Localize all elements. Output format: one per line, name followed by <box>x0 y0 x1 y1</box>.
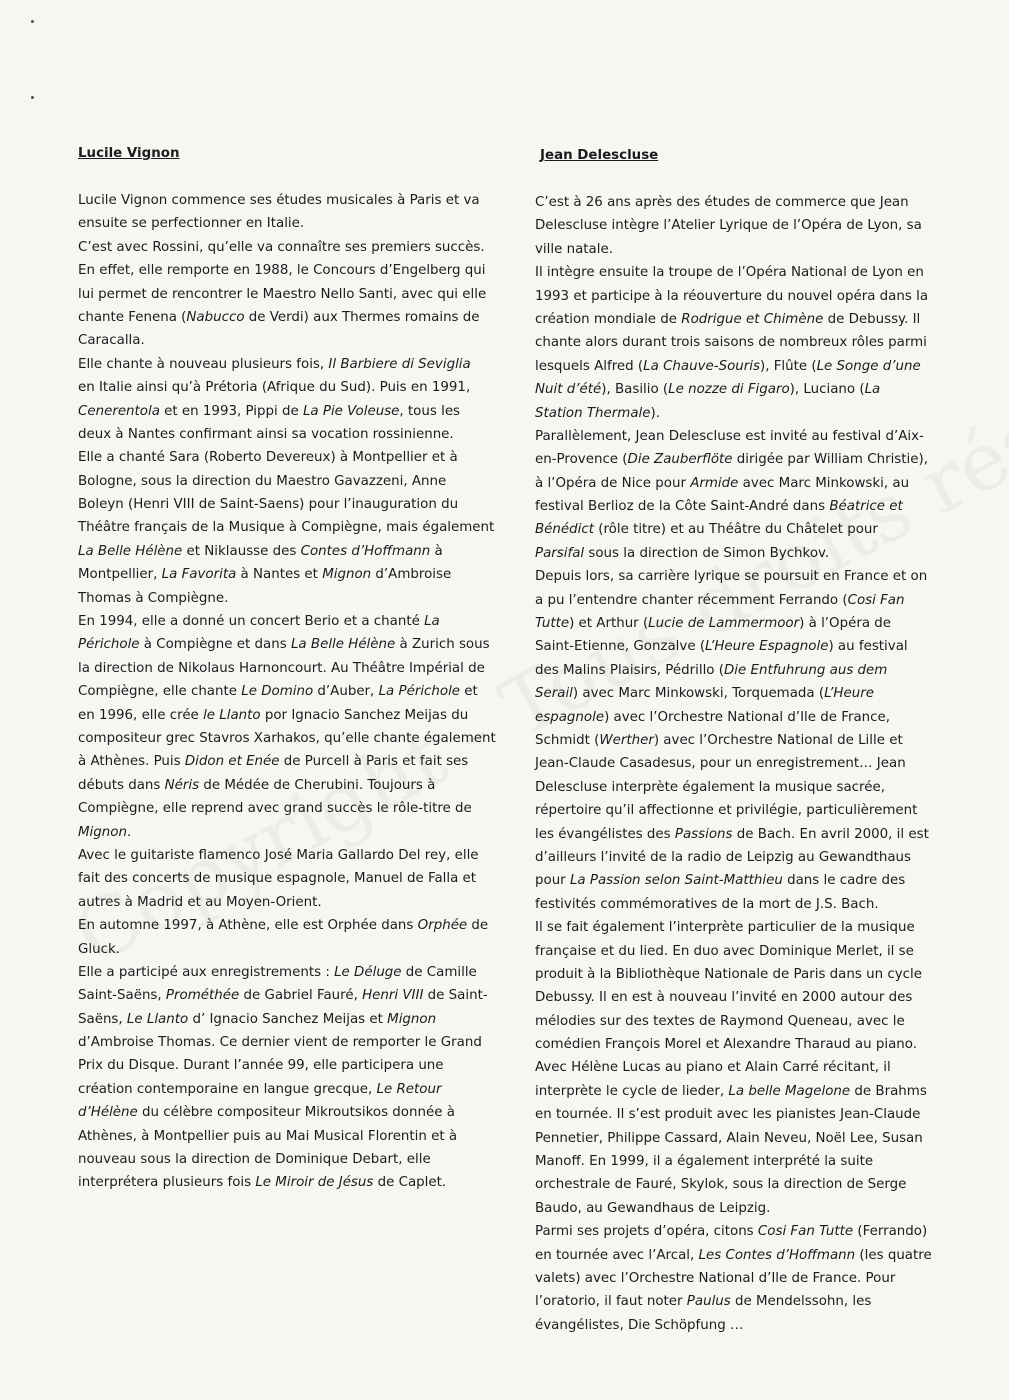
text-line <box>535 706 930 729</box>
italic-title: La Périchole <box>378 684 461 700</box>
italic-title: Nabucco <box>186 309 245 325</box>
text-run: évangélistes, Die Schöpfung … <box>535 1317 744 1333</box>
text-line <box>535 261 930 284</box>
text-run: Parmi ses projets d’opéra, citons <box>535 1224 758 1240</box>
text-run: de Brahms <box>850 1083 927 1099</box>
text-run: de Verdi) aux Thermes romains de <box>244 309 480 325</box>
text-run: pour <box>535 873 570 889</box>
text-line <box>535 1080 930 1103</box>
text-run: avec Marc Minkowski, au <box>738 475 910 491</box>
text-run: d’Ambroise <box>371 567 452 583</box>
text-line <box>535 1314 930 1337</box>
italic-title: La Belle Hélène <box>290 637 396 653</box>
italic-title: Parsifal <box>535 545 585 561</box>
text-run: Il se fait également l’interprète particulier de la musique <box>535 920 915 936</box>
text-run: Boleyn (Henri VIII de Saint-Saens) pour l’inauguration du <box>78 497 459 513</box>
text-line <box>535 823 930 846</box>
text-line <box>73 914 489 937</box>
text-line <box>535 869 930 892</box>
text-run: en tournée. Il s’est produit avec les pianistes Jean-Claude <box>535 1107 921 1123</box>
text-line <box>535 565 930 588</box>
italic-title: Station Thermale <box>535 405 651 421</box>
text-line <box>73 587 463 610</box>
text-line <box>73 353 471 376</box>
italic-title: Orphée <box>417 918 468 934</box>
text-run: por Ignacio Sanchez Meijas du <box>260 707 469 723</box>
text-run: Depuis lors, sa carrière lyrique se poursuit en France et on <box>535 569 928 585</box>
biography-text <box>535 191 930 1337</box>
text-run: mélodies sur des textes de Raymond Queneau, avec le <box>535 1013 905 1029</box>
italic-title: L’Heure <box>824 686 874 702</box>
text-line <box>535 285 930 308</box>
text-run: ) avec Marc Minkowski, Torquemada ( <box>572 686 825 702</box>
italic-title: La Pie Voleuse <box>302 403 400 419</box>
text-line <box>73 844 479 867</box>
text-run: l’oratorio, il faut noter <box>535 1294 687 1310</box>
italic-title: Mignon <box>322 567 372 583</box>
text-line <box>73 657 485 680</box>
text-line <box>73 610 463 633</box>
text-run: Il intègre ensuite la troupe de l’Opéra National de Lyon en <box>535 265 924 281</box>
italic-title: Les Contes d’Hoffmann <box>698 1247 856 1263</box>
text-run: Debussy. Il en est à nouveau l’invité en 2000 autour des <box>535 990 913 1006</box>
text-line <box>73 1148 463 1171</box>
italic-title: Passions <box>674 826 733 842</box>
text-line <box>73 423 463 446</box>
text-run: 1993 et participe à la réouverture du nouvel opéra dans la <box>535 288 929 304</box>
text-line <box>73 774 463 797</box>
text-line <box>73 1171 463 1194</box>
text-run: Pennetier, Philippe Cassard, Alain Neveu, Noël Lee, Susan <box>535 1130 923 1146</box>
text-run: de Bach. En avril 2000, il est <box>732 826 929 842</box>
italic-title: Tutte <box>535 616 570 632</box>
biography-heading: Lucile Vignon <box>78 146 180 161</box>
text-run: la direction de Nikolaus Harnoncourt. Au Théâtre Impérial de <box>78 660 485 676</box>
text-run: de Mendelssohn, les <box>730 1294 872 1310</box>
text-run: Schmidt ( <box>535 732 600 748</box>
text-line <box>73 493 463 516</box>
italic-title: Le Miroir de Jésus <box>255 1175 374 1191</box>
text-run: valets) avec l’Orchestre National d’Ile de France. Pour <box>535 1270 896 1286</box>
text-line <box>535 1220 930 1243</box>
text-line <box>535 1244 930 1267</box>
text-line <box>73 329 463 352</box>
text-run: . <box>126 824 132 840</box>
biography-lucile-vignon <box>73 142 496 1195</box>
text-line <box>535 425 930 448</box>
text-line <box>535 1173 930 1196</box>
text-run: Delescluse interprète également la musique sacrée, <box>535 779 885 795</box>
italic-title: Lucie de Lammermoor <box>648 616 800 632</box>
text-run: des Malins Plaisirs, Pédrillo ( <box>535 662 724 678</box>
text-run: répertoire qu’il affectionne et privilégie, particulièrement <box>535 803 918 819</box>
italic-title: Werther <box>599 732 654 748</box>
italic-title: Néris <box>164 777 200 793</box>
italic-title: Le nozze di Figaro <box>668 382 790 398</box>
text-run: Baudo, au Gewandhaus de Leipzig. <box>535 1200 771 1216</box>
text-line <box>73 259 486 282</box>
text-run: Avec le guitariste flamenco José Maria Gallardo Del rey, elle <box>78 847 479 863</box>
italic-title: Die Zauberflöte <box>627 452 733 468</box>
text-run: Parallèlement, Jean Delescluse est invité au festival d’Aix- <box>535 428 924 444</box>
text-line <box>535 542 930 565</box>
text-run: à Athènes. Puis <box>78 754 185 770</box>
text-run: ). <box>650 405 660 421</box>
text-run: ville natale. <box>535 241 613 257</box>
text-line <box>73 961 477 984</box>
text-run: En effet, elle remporte en 1988, le Concours d’Engelberg qui <box>78 263 486 279</box>
text-run: festivités commémoratives de la mort de J.S. Bach. <box>535 896 879 912</box>
text-run: chante Fenena ( <box>78 309 187 325</box>
biography-jean-delescluse <box>535 142 930 1337</box>
text-run: produit à la Bibliothèque Nationale de Paris dans un cycle <box>535 966 922 982</box>
text-run: Thomas à Compiègne. <box>78 590 229 606</box>
text-run: de Saint- <box>423 988 488 1004</box>
text-line <box>73 821 463 844</box>
text-line <box>535 963 930 986</box>
text-run: Elle a chanté Sara (Roberto Devereux) à Montpellier et à <box>78 450 458 466</box>
text-run: Saint-Saëns, <box>78 988 166 1004</box>
text-run: a pu l’entendre chanter récemment Ferrando ( <box>535 592 848 608</box>
text-run: ) et Arthur ( <box>569 616 649 632</box>
italic-title: Le Domino <box>241 684 314 700</box>
text-line <box>73 470 463 493</box>
text-run: de Purcell à Paris et fait ses <box>279 754 469 770</box>
text-run: Saëns, <box>78 1011 127 1027</box>
text-run: Lucile Vignon commence ses études musicales à Paris et va <box>78 193 480 208</box>
text-run: Athènes, à Montpellier puis au Mai Musical Florentin et à <box>78 1128 458 1144</box>
text-line <box>73 984 488 1007</box>
text-line <box>73 1031 482 1054</box>
text-line <box>535 729 930 752</box>
text-line <box>535 940 930 963</box>
text-run: et <box>460 684 478 700</box>
text-run: Jean-Claude Casadesus, pour un enregistrement… Jean <box>535 756 906 772</box>
italic-title: le Llanto <box>203 707 261 723</box>
text-run: Avec Hélène Lucas au piano et Alain Carré récitant, il <box>535 1060 891 1076</box>
text-run: (rôle titre) et au Théâtre du Châtelet pour <box>593 522 878 538</box>
text-run: de Médée de Cherubini. Toujours à <box>199 777 436 793</box>
text-run: , tous les <box>399 403 461 419</box>
text-run: interprète le cycle de lieder, <box>535 1083 729 1099</box>
text-run: Montpellier, <box>78 567 162 583</box>
text-line <box>535 682 930 705</box>
italic-title: La <box>864 382 881 398</box>
text-line <box>535 518 930 541</box>
italic-title: Didon et Enée <box>184 754 280 770</box>
text-run: française et du lied. En duo avec Dominique Merlet, il se <box>535 943 914 959</box>
text-run: Elle chante à nouveau plusieurs fois, <box>78 356 329 372</box>
italic-title: Nuit d’été <box>535 382 602 398</box>
text-run: et Niklausse des <box>182 543 301 559</box>
text-run: ), Luciano ( <box>789 382 865 398</box>
text-run: Compiègne, elle chante <box>78 684 242 700</box>
text-run: interprétera plusieurs fois <box>78 1175 256 1191</box>
text-run: chante alors durant trois saisons de nombreux rôles parmi <box>535 335 927 351</box>
scan-mark <box>31 20 34 23</box>
text-run: ), Flûte ( <box>759 358 817 374</box>
text-line <box>535 1127 930 1150</box>
italic-title: Cenerentola <box>78 403 160 419</box>
text-line <box>535 1056 930 1079</box>
text-run: création contemporaine en langue grecque, <box>78 1081 377 1097</box>
italic-title: Périchole <box>78 637 140 653</box>
italic-title: Il Barbiere di Seviglia <box>328 356 471 372</box>
italic-title: Le Retour <box>376 1081 442 1097</box>
text-line <box>73 750 469 773</box>
text-run: En automne 1997, à Athène, elle est Orphée dans <box>78 918 418 934</box>
text-line <box>73 189 480 212</box>
text-run: fait des concerts de musique espagnole, Manuel de Falla et <box>78 871 477 887</box>
text-run: les évangélistes des <box>535 826 675 842</box>
text-run: festival Berlioz de la Côte Saint-André dans <box>535 499 830 515</box>
text-line <box>535 986 930 1009</box>
italic-title: Bénédict <box>535 522 594 538</box>
text-line <box>535 1150 930 1173</box>
text-line <box>73 376 471 399</box>
italic-title: Rodrigue et Chimène <box>681 311 824 327</box>
text-line <box>73 283 487 306</box>
text-run: en tournée avec l’Arcal, <box>535 1247 699 1263</box>
text-run: Manoff. En 1999, il a également interprété la suite <box>535 1154 874 1170</box>
text-line <box>73 306 480 329</box>
text-line <box>535 893 930 916</box>
text-line <box>73 1078 463 1101</box>
italic-title: Die Entfuhrung aus dem <box>723 662 888 678</box>
text-line <box>73 633 490 656</box>
italic-title: d’Hélène <box>78 1105 138 1121</box>
text-run: de Caplet. <box>373 1175 447 1191</box>
text-line <box>535 846 930 869</box>
italic-title: Henri VIII <box>362 988 424 1004</box>
text-run: du célèbre compositeur Mikroutsikos donnée à <box>137 1105 455 1121</box>
text-run: Gluck. <box>78 941 120 957</box>
biography-text <box>73 189 496 1195</box>
text-run: Saint-Etienne, Gonzalve ( <box>535 639 706 655</box>
text-run: et en 1993, Pippi de <box>159 403 303 419</box>
text-line <box>535 1103 930 1126</box>
text-line <box>73 1008 463 1031</box>
text-run: débuts dans <box>78 777 165 793</box>
text-line <box>73 1054 463 1077</box>
text-line <box>535 916 930 939</box>
text-run: C’est avec Rossini, qu’elle va connaître ses premiers succès. <box>78 239 485 255</box>
text-run: ) au festival <box>828 639 908 655</box>
text-line <box>535 589 930 612</box>
text-run: compositeur grec Stavros Xarhakos, qu’elle chante également <box>78 730 496 746</box>
text-line <box>73 891 463 914</box>
text-line <box>73 540 463 563</box>
italic-title: Béatrice et <box>829 499 903 515</box>
text-line <box>73 400 463 423</box>
text-line <box>535 1033 930 1056</box>
scan-mark <box>31 96 34 99</box>
text-run: En 1994, elle a donné un concert Berio et a chanté <box>78 614 425 630</box>
text-line <box>535 378 930 401</box>
text-run: ) avec l’Orchestre National de Lille et <box>653 732 903 748</box>
text-line <box>73 1101 463 1124</box>
text-run: dirigée par William Christie), <box>732 452 928 468</box>
biography-heading: Jean Delescluse <box>540 148 659 163</box>
italic-title: Le Llanto <box>126 1011 189 1027</box>
text-line <box>73 446 463 469</box>
italic-title: Paulus <box>686 1294 731 1310</box>
text-run: dans le cadre des <box>782 873 906 889</box>
text-line <box>535 1010 930 1033</box>
text-run: nouveau sous la direction de Dominique Debart, elle <box>78 1152 431 1168</box>
text-line <box>535 402 930 425</box>
text-line <box>73 704 469 727</box>
text-run: ensuite se perfectionner en Italie. <box>78 216 305 232</box>
text-line <box>535 355 930 378</box>
text-run: d’Ambroise Thomas. Ce dernier vient de remporter le Grand <box>78 1035 482 1051</box>
italic-title: Armide <box>690 475 739 491</box>
text-run: de <box>467 918 489 934</box>
italic-title: Serail <box>535 686 573 702</box>
text-run: (Ferrando) <box>853 1224 928 1240</box>
text-line <box>73 938 463 961</box>
text-run: Compiègne, elle reprend avec grand succès le rôle-titre de <box>78 801 472 817</box>
text-line <box>535 799 930 822</box>
text-run: d’Auber, <box>313 684 379 700</box>
text-run: Elle a participé aux enregistrements : <box>78 964 335 980</box>
text-line <box>535 448 930 471</box>
text-line <box>73 797 472 820</box>
text-run: ), Basilio ( <box>601 382 669 398</box>
text-line <box>73 680 478 703</box>
text-line <box>535 659 930 682</box>
text-run: d’ Ignacio Sanchez Meijas et <box>188 1011 388 1027</box>
text-line <box>73 1125 463 1148</box>
text-run: à l’Opéra de Nice pour <box>535 475 691 491</box>
text-line <box>535 1290 930 1313</box>
italic-title: La Passion selon Saint-Matthieu <box>569 873 783 889</box>
text-line <box>535 612 930 635</box>
text-run: de Gabriel Fauré, <box>239 988 363 1004</box>
italic-title: Cosi Fan <box>847 592 905 608</box>
text-line <box>535 1267 930 1290</box>
text-run: ) à l’Opéra de <box>799 616 892 632</box>
italic-title: Le Songe d’une <box>816 358 921 374</box>
text-line <box>73 563 463 586</box>
italic-title: L’Heure Espagnole <box>705 639 829 655</box>
italic-title: Prométhée <box>165 988 240 1004</box>
text-run: en Italie ainsi qu’à Prétoria (Afrique du Sud). Puis en 1991, <box>78 380 471 396</box>
text-run: orchestrale de Fauré, Skylok, sous la direction de Serge <box>535 1177 907 1193</box>
italic-title: La belle Magelone <box>728 1083 851 1099</box>
text-run: en-Provence ( <box>535 452 628 468</box>
italic-title: La Chauve-Souris <box>643 358 760 374</box>
text-run: lesquels Alfred ( <box>535 358 644 374</box>
italic-title: Le Déluge <box>334 964 402 980</box>
text-line <box>535 776 930 799</box>
text-run: à <box>430 543 443 559</box>
text-line <box>73 727 496 750</box>
text-run: en 1996, elle crée <box>78 707 204 723</box>
text-line <box>535 214 930 237</box>
text-line <box>535 308 930 331</box>
text-run: à Compiègne et dans <box>139 637 291 653</box>
text-line <box>535 238 930 261</box>
text-line <box>535 331 930 354</box>
text-run: de Camille <box>401 964 477 980</box>
text-run: Bologne, sous la direction du Maestro Gavazzeni, Anne <box>78 473 447 489</box>
text-run: création mondiale de <box>535 311 682 327</box>
text-run: Caracalla. <box>78 333 145 349</box>
text-line <box>535 472 930 495</box>
text-line <box>535 752 930 775</box>
italic-title: La Favorita <box>161 567 237 583</box>
text-run: d’ailleurs l’invité de la radio de Leipzig au Gewandthaus <box>535 849 912 865</box>
italic-title: espagnole <box>535 709 605 725</box>
text-run: C’est à 26 ans après des études de commerce que Jean <box>535 195 909 210</box>
italic-title: La Belle Hélène <box>78 543 183 559</box>
text-run: Théâtre français de la Musique à Compiègne, mais également <box>78 520 495 536</box>
italic-title: Cosi Fan Tutte <box>757 1224 854 1240</box>
text-run: à Nantes et <box>236 567 323 583</box>
text-run: de Debussy. Il <box>823 311 921 327</box>
text-run: à Zurich sous <box>395 637 490 653</box>
text-run: Prix du Disque. Durant l’année 99, elle participera une <box>78 1058 444 1074</box>
text-line <box>535 191 930 214</box>
italic-title: La <box>424 614 440 630</box>
text-line <box>535 635 930 658</box>
text-line <box>73 236 485 259</box>
text-line <box>73 867 477 890</box>
text-line <box>73 212 463 235</box>
italic-title: Mignon <box>78 824 127 840</box>
text-run: comédien François Morel et Alexandre Tharaud au piano. <box>535 1037 917 1053</box>
italic-title: Contes d’Hoffmann <box>300 543 431 559</box>
text-run: lui permet de rencontrer le Maestro Nello Santi, avec qui elle <box>78 286 487 302</box>
text-run: deux à Nantes confirmant ainsi sa vocation rossinienne. <box>78 426 454 442</box>
text-run: ) avec l’Orchestre National d’Ile de France, <box>604 709 891 725</box>
text-line <box>535 1197 930 1220</box>
text-run: (les quatre <box>855 1247 932 1263</box>
text-run: Delescluse intègre l’Atelier Lyrique de l’Opéra de Lyon, sa <box>535 218 922 234</box>
text-run: sous la direction de Simon Bychkov. <box>584 545 830 561</box>
italic-title: Mignon <box>387 1011 437 1027</box>
text-line <box>535 495 930 518</box>
text-line <box>73 516 495 539</box>
text-run: autres à Madrid et au Moyen-Orient. <box>78 894 322 910</box>
